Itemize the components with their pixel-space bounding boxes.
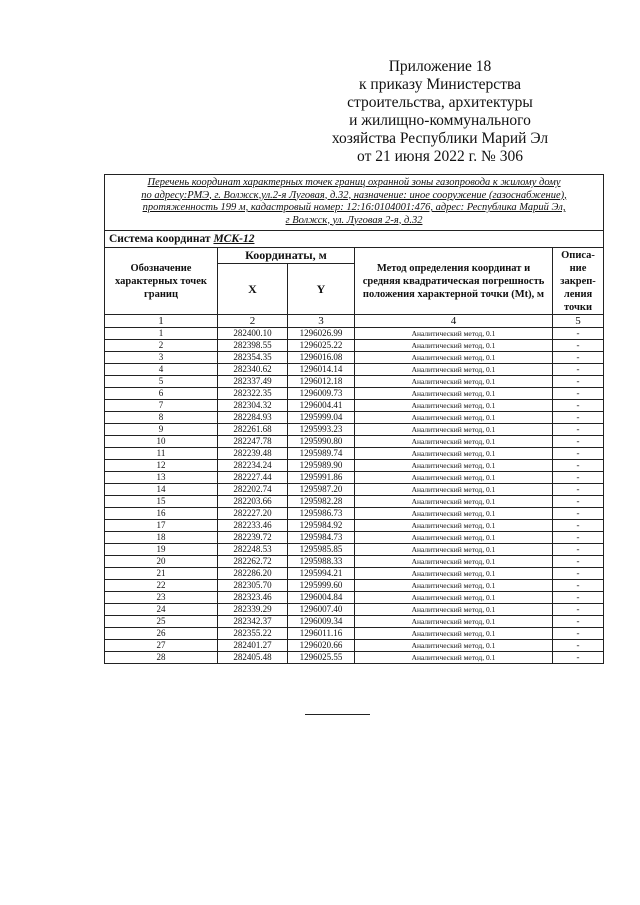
table-row xyxy=(105,472,604,484)
table-row xyxy=(105,520,604,532)
y-coordinate-cell: 1296011.16 xyxy=(288,628,355,640)
y-coordinate-cell: 1296014.14 xyxy=(288,364,355,376)
x-coordinate-cell: 282304.32 xyxy=(218,400,288,412)
point-number-cell: 1 xyxy=(105,328,218,340)
table-row xyxy=(105,508,604,520)
description-cell: - xyxy=(553,628,604,640)
y-coordinate-cell: 1295988.33 xyxy=(288,556,355,568)
table-row xyxy=(105,532,604,544)
y-coordinate-cell: 1295984.92 xyxy=(288,520,355,532)
y-coordinate-cell: 1295982.28 xyxy=(288,496,355,508)
coordinate-system-label: Система координат xyxy=(109,233,211,245)
y-coordinate-cell: 1295990.80 xyxy=(288,436,355,448)
point-number-cell: 7 xyxy=(105,400,218,412)
description-cell: - xyxy=(553,412,604,424)
x-coordinate-cell: 282239.72 xyxy=(218,532,288,544)
x-coordinate-cell: 282233.46 xyxy=(218,520,288,532)
y-coordinate-cell: 1296007.40 xyxy=(288,604,355,616)
x-coordinate-cell: 282227.20 xyxy=(218,508,288,520)
table-row xyxy=(105,376,604,388)
method-cell: Аналитический метод, 0.1 xyxy=(355,556,553,568)
point-number-cell: 23 xyxy=(105,592,218,604)
header-line: и жилищно-коммунального xyxy=(349,112,531,129)
y-coordinate-cell: 1295989.74 xyxy=(288,448,355,460)
description-cell: - xyxy=(553,604,604,616)
method-cell: Аналитический метод, 0.1 xyxy=(355,544,553,556)
description-cell: - xyxy=(553,364,604,376)
x-coordinate-cell: 282305.70 xyxy=(218,580,288,592)
point-number-cell: 12 xyxy=(105,460,218,472)
description-cell: - xyxy=(553,328,604,340)
method-cell: Аналитический метод, 0.1 xyxy=(355,412,553,424)
description-cell: - xyxy=(553,508,604,520)
x-coordinate-cell: 282239.48 xyxy=(218,448,288,460)
method-cell: Аналитический метод, 0.1 xyxy=(355,592,553,604)
method-cell: Аналитический метод, 0.1 xyxy=(355,568,553,580)
table-row xyxy=(105,448,604,460)
appendix-header xyxy=(330,58,550,166)
table-row xyxy=(105,388,604,400)
method-cell: Аналитический метод, 0.1 xyxy=(355,640,553,652)
point-number-cell: 26 xyxy=(105,628,218,640)
x-coordinate-cell: 282337.49 xyxy=(218,376,288,388)
y-coordinate-cell: 1295989.90 xyxy=(288,460,355,472)
description-cell: - xyxy=(553,556,604,568)
x-coordinate-cell: 282262.72 xyxy=(218,556,288,568)
y-coordinate-cell: 1295999.04 xyxy=(288,412,355,424)
table-row xyxy=(105,556,604,568)
x-coordinate-cell: 282286.20 xyxy=(218,568,288,580)
description-cell: - xyxy=(553,448,604,460)
col-header-coords: Координаты, м xyxy=(218,248,355,264)
table-row xyxy=(105,424,604,436)
table-row xyxy=(105,544,604,556)
y-coordinate-cell: 1296025.55 xyxy=(288,652,355,664)
y-coordinate-cell: 1295984.73 xyxy=(288,532,355,544)
coordinates-table xyxy=(104,174,604,664)
x-coordinate-cell: 282398.55 xyxy=(218,340,288,352)
x-coordinate-cell: 282322.35 xyxy=(218,388,288,400)
point-number-cell: 16 xyxy=(105,508,218,520)
y-coordinate-cell: 1296009.73 xyxy=(288,388,355,400)
method-cell: Аналитический метод, 0.1 xyxy=(355,448,553,460)
table-row xyxy=(105,436,604,448)
description-cell: - xyxy=(553,460,604,472)
table-title xyxy=(105,175,604,231)
x-coordinate-cell: 282405.48 xyxy=(218,652,288,664)
method-cell: Аналитический метод, 0.1 xyxy=(355,508,553,520)
col-number: 2 xyxy=(218,315,288,328)
description-cell: - xyxy=(553,388,604,400)
method-cell: Аналитический метод, 0.1 xyxy=(355,580,553,592)
col-number: 1 xyxy=(105,315,218,328)
y-coordinate-cell: 1296026.99 xyxy=(288,328,355,340)
table-row xyxy=(105,412,604,424)
description-cell: - xyxy=(553,472,604,484)
y-coordinate-cell: 1295985.85 xyxy=(288,544,355,556)
table-row xyxy=(105,364,604,376)
point-number-cell: 22 xyxy=(105,580,218,592)
point-number-cell: 5 xyxy=(105,376,218,388)
description-cell: - xyxy=(553,616,604,628)
col-header-designation: Обозначение характерных точек границ xyxy=(105,248,218,315)
title-line: по адресу:РМЭ, г. Волжск,ул.2-я Луговая, д.32, назначение: иное сооружение (газоснабжение), xyxy=(141,189,567,201)
col-header-y: Y xyxy=(288,264,355,315)
method-cell: Аналитический метод, 0.1 xyxy=(355,340,553,352)
method-cell: Аналитический метод, 0.1 xyxy=(355,628,553,640)
x-coordinate-cell: 282261.68 xyxy=(218,424,288,436)
table-row xyxy=(105,628,604,640)
description-cell: - xyxy=(553,496,604,508)
table-row xyxy=(105,352,604,364)
description-cell: - xyxy=(553,352,604,364)
y-coordinate-cell: 1296016.08 xyxy=(288,352,355,364)
table-row xyxy=(105,580,604,592)
col-number: 5 xyxy=(553,315,604,328)
point-number-cell: 15 xyxy=(105,496,218,508)
y-coordinate-cell: 1295987.20 xyxy=(288,484,355,496)
point-number-cell: 14 xyxy=(105,484,218,496)
method-cell: Аналитический метод, 0.1 xyxy=(355,436,553,448)
point-number-cell: 9 xyxy=(105,424,218,436)
method-cell: Аналитический метод, 0.1 xyxy=(355,472,553,484)
point-number-cell: 13 xyxy=(105,472,218,484)
description-cell: - xyxy=(553,520,604,532)
title-line: протяженность 199 м, кадастровый номер: 12:16:0104001:476, адрес: Республика Марий Эл, xyxy=(142,202,566,213)
description-cell: - xyxy=(553,484,604,496)
point-number-cell: 24 xyxy=(105,604,218,616)
point-number-cell: 19 xyxy=(105,544,218,556)
point-number-cell: 6 xyxy=(105,388,218,400)
x-coordinate-cell: 282323.46 xyxy=(218,592,288,604)
coordinate-system xyxy=(105,231,604,248)
y-coordinate-cell: 1295986.73 xyxy=(288,508,355,520)
description-cell: - xyxy=(553,592,604,604)
method-cell: Аналитический метод, 0.1 xyxy=(355,388,553,400)
description-cell: - xyxy=(553,580,604,592)
header-line: к приказу Министерства xyxy=(359,76,521,93)
point-number-cell: 4 xyxy=(105,364,218,376)
point-number-cell: 18 xyxy=(105,532,218,544)
method-cell: Аналитический метод, 0.1 xyxy=(355,376,553,388)
method-cell: Аналитический метод, 0.1 xyxy=(355,496,553,508)
point-number-cell: 8 xyxy=(105,412,218,424)
y-coordinate-cell: 1296004.41 xyxy=(288,400,355,412)
description-cell: - xyxy=(553,436,604,448)
title-line: Перечень координат характерных точек границ охранной зоны газопровода к жилому дому xyxy=(147,177,561,188)
x-coordinate-cell: 282284.93 xyxy=(218,412,288,424)
point-number-cell: 11 xyxy=(105,448,218,460)
x-coordinate-cell: 282339.29 xyxy=(218,604,288,616)
x-coordinate-cell: 282355.22 xyxy=(218,628,288,640)
description-cell: - xyxy=(553,640,604,652)
method-cell: Аналитический метод, 0.1 xyxy=(355,364,553,376)
y-coordinate-cell: 1296009.34 xyxy=(288,616,355,628)
x-coordinate-cell: 282401.27 xyxy=(218,640,288,652)
table-row xyxy=(105,340,604,352)
x-coordinate-cell: 282248.53 xyxy=(218,544,288,556)
header-line: хозяйства Республики Марий Эл xyxy=(331,130,549,147)
description-cell: - xyxy=(553,340,604,352)
table-row xyxy=(105,496,604,508)
title-line: г Волжск, ул. Луговая 2-я, д.32 xyxy=(285,214,423,226)
method-cell: Аналитический метод, 0.1 xyxy=(355,532,553,544)
col-header-description: Описа-ние закреп-ления точки xyxy=(553,248,604,315)
y-coordinate-cell: 1295993.23 xyxy=(288,424,355,436)
x-coordinate-cell: 282203.66 xyxy=(218,496,288,508)
description-cell: - xyxy=(553,424,604,436)
description-cell: - xyxy=(553,400,604,412)
method-cell: Аналитический метод, 0.1 xyxy=(355,616,553,628)
method-cell: Аналитический метод, 0.1 xyxy=(355,328,553,340)
method-cell: Аналитический метод, 0.1 xyxy=(355,652,553,664)
y-coordinate-cell: 1296020.66 xyxy=(288,640,355,652)
point-number-cell: 28 xyxy=(105,652,218,664)
x-coordinate-cell: 282340.62 xyxy=(218,364,288,376)
col-number: 4 xyxy=(355,315,553,328)
header-line: от 21 июня 2022 г. № 306 xyxy=(357,148,523,165)
header-line: Приложение 18 xyxy=(388,58,492,75)
y-coordinate-cell: 1296025.22 xyxy=(288,340,355,352)
x-coordinate-cell: 282400.10 xyxy=(218,328,288,340)
end-divider xyxy=(305,714,370,715)
description-cell: - xyxy=(553,652,604,664)
x-coordinate-cell: 282234.24 xyxy=(218,460,288,472)
point-number-cell: 20 xyxy=(105,556,218,568)
description-cell: - xyxy=(553,532,604,544)
point-number-cell: 27 xyxy=(105,640,218,652)
table-row xyxy=(105,640,604,652)
table-row xyxy=(105,604,604,616)
x-coordinate-cell: 282247.78 xyxy=(218,436,288,448)
point-number-cell: 17 xyxy=(105,520,218,532)
description-cell: - xyxy=(553,568,604,580)
description-cell: - xyxy=(553,544,604,556)
method-cell: Аналитический метод, 0.1 xyxy=(355,520,553,532)
y-coordinate-cell: 1296004.84 xyxy=(288,592,355,604)
method-cell: Аналитический метод, 0.1 xyxy=(355,484,553,496)
method-cell: Аналитический метод, 0.1 xyxy=(355,400,553,412)
method-cell: Аналитический метод, 0.1 xyxy=(355,352,553,364)
method-cell: Аналитический метод, 0.1 xyxy=(355,424,553,436)
x-coordinate-cell: 282227.44 xyxy=(218,472,288,484)
point-number-cell: 2 xyxy=(105,340,218,352)
y-coordinate-cell: 1295994.21 xyxy=(288,568,355,580)
table-row xyxy=(105,616,604,628)
header-line: строительства, архитектуры xyxy=(347,94,533,111)
point-number-cell: 3 xyxy=(105,352,218,364)
y-coordinate-cell: 1295991.86 xyxy=(288,472,355,484)
x-coordinate-cell: 282342.37 xyxy=(218,616,288,628)
method-cell: Аналитический метод, 0.1 xyxy=(355,604,553,616)
coordinate-system-code: МСК-12 xyxy=(213,233,255,245)
x-coordinate-cell: 282354.35 xyxy=(218,352,288,364)
table-row xyxy=(105,568,604,580)
table-row xyxy=(105,460,604,472)
col-header-x: X xyxy=(218,264,288,315)
table-row xyxy=(105,484,604,496)
point-number-cell: 21 xyxy=(105,568,218,580)
y-coordinate-cell: 1295999.60 xyxy=(288,580,355,592)
table-row xyxy=(105,328,604,340)
table-row xyxy=(105,592,604,604)
table-row xyxy=(105,400,604,412)
table-row xyxy=(105,652,604,664)
col-number: 3 xyxy=(288,315,355,328)
method-cell: Аналитический метод, 0.1 xyxy=(355,460,553,472)
col-header-method: Метод определения координат и средняя квадратическая погрешность положения характерной точки (Mt), м xyxy=(355,248,553,315)
description-cell: - xyxy=(553,376,604,388)
x-coordinate-cell: 282202.74 xyxy=(218,484,288,496)
y-coordinate-cell: 1296012.18 xyxy=(288,376,355,388)
point-number-cell: 25 xyxy=(105,616,218,628)
point-number-cell: 10 xyxy=(105,436,218,448)
